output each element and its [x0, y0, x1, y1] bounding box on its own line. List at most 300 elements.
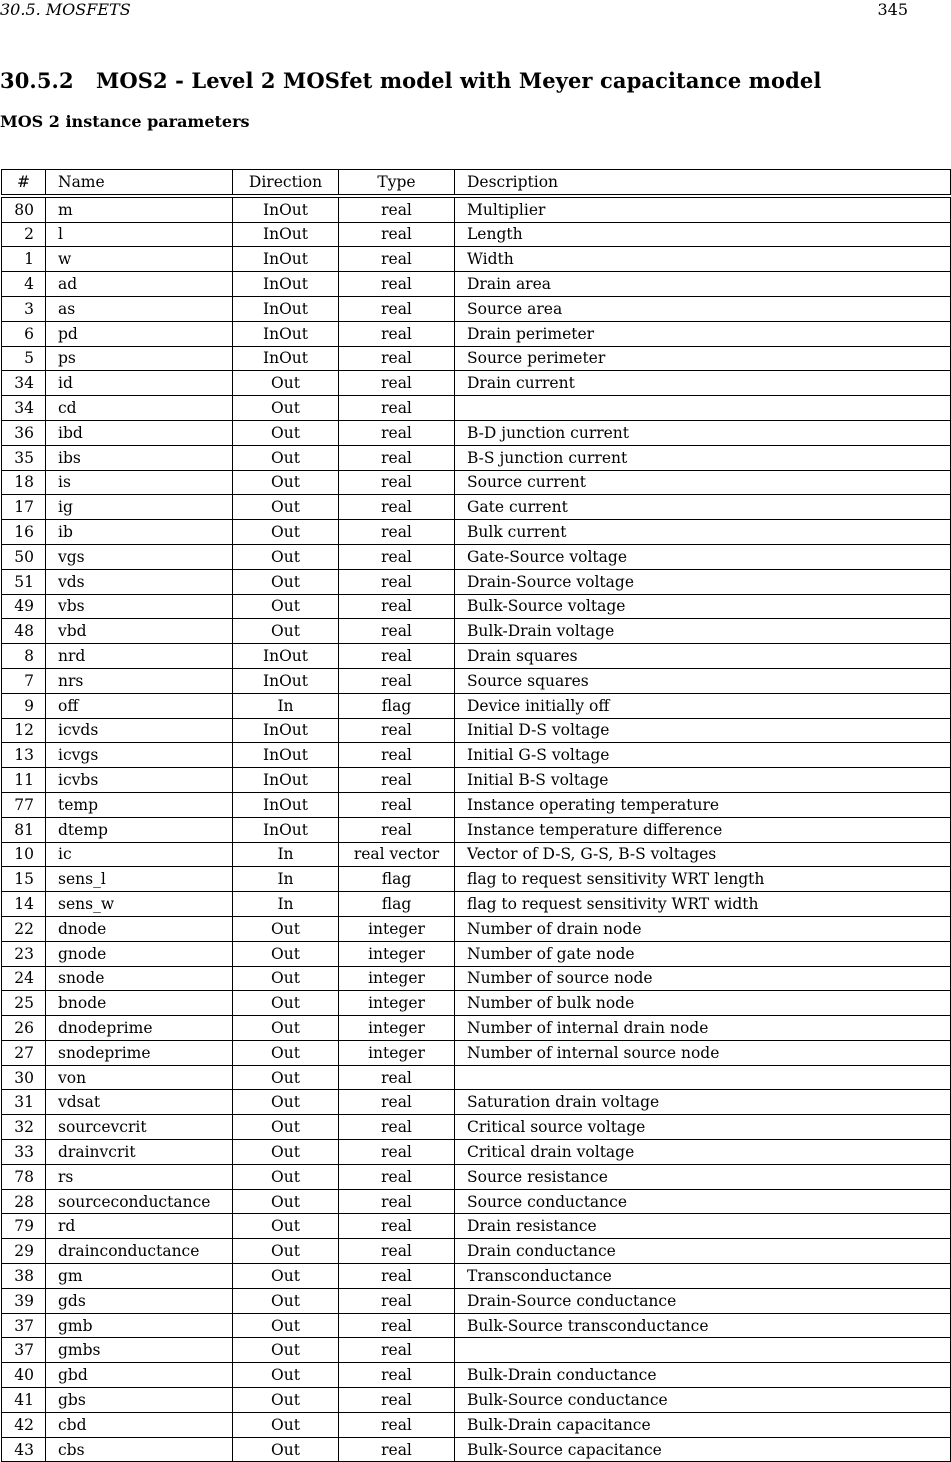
param-description: Instance temperature difference	[455, 817, 951, 842]
param-name: nrs	[46, 668, 233, 693]
param-description: Number of internal drain node	[455, 1016, 951, 1041]
param-description	[455, 396, 951, 421]
param-name: vgs	[46, 544, 233, 569]
param-description: Initial G-S voltage	[455, 743, 951, 768]
param-name: sourceconductance	[46, 1189, 233, 1214]
param-description: Instance operating temperature	[455, 792, 951, 817]
param-name: rs	[46, 1164, 233, 1189]
param-name: is	[46, 470, 233, 495]
param-num: 77	[2, 792, 46, 817]
table-header-row	[2, 170, 951, 196]
table-row	[2, 396, 951, 421]
param-direction: Out	[233, 1239, 339, 1264]
param-num: 51	[2, 569, 46, 594]
param-description: Source conductance	[455, 1189, 951, 1214]
param-direction: Out	[233, 1090, 339, 1115]
param-description: Multiplier	[455, 196, 951, 222]
table-row	[2, 792, 951, 817]
param-direction: Out	[233, 1140, 339, 1165]
table-row	[2, 1437, 951, 1462]
param-direction: Out	[233, 1388, 339, 1413]
param-description: Bulk-Source capacitance	[455, 1437, 951, 1462]
param-type: real	[339, 569, 455, 594]
param-type: real	[339, 1388, 455, 1413]
param-direction: InOut	[233, 196, 339, 222]
param-direction: Out	[233, 1264, 339, 1289]
table-row	[2, 1412, 951, 1437]
param-num: 34	[2, 371, 46, 396]
table-row	[2, 768, 951, 793]
param-name: gmbs	[46, 1338, 233, 1363]
param-type: real	[339, 520, 455, 545]
param-num: 50	[2, 544, 46, 569]
param-type: flag	[339, 693, 455, 718]
param-direction: Out	[233, 941, 339, 966]
param-direction: Out	[233, 1288, 339, 1313]
param-direction: InOut	[233, 668, 339, 693]
param-direction: Out	[233, 991, 339, 1016]
param-description: Critical source voltage	[455, 1115, 951, 1140]
param-description: Initial B-S voltage	[455, 768, 951, 793]
table-row	[2, 321, 951, 346]
param-type: real	[339, 1412, 455, 1437]
param-name: ibs	[46, 445, 233, 470]
param-name: vdsat	[46, 1090, 233, 1115]
param-name: nrd	[46, 644, 233, 669]
param-direction: Out	[233, 1338, 339, 1363]
table-row	[2, 966, 951, 991]
param-type: real	[339, 346, 455, 371]
param-description: Drain area	[455, 272, 951, 297]
param-name: gds	[46, 1288, 233, 1313]
param-type: real	[339, 396, 455, 421]
table-row	[2, 1016, 951, 1041]
param-name: drainconductance	[46, 1239, 233, 1264]
param-direction: Out	[233, 1437, 339, 1462]
param-name: snode	[46, 966, 233, 991]
param-name: von	[46, 1065, 233, 1090]
param-direction: In	[233, 892, 339, 917]
param-type: real	[339, 1338, 455, 1363]
table-row	[2, 1338, 951, 1363]
param-direction: Out	[233, 619, 339, 644]
param-type: real	[339, 1115, 455, 1140]
param-description: Drain-Source conductance	[455, 1288, 951, 1313]
table-row	[2, 594, 951, 619]
param-name: sourcevcrit	[46, 1115, 233, 1140]
table-row	[2, 1164, 951, 1189]
table-row	[2, 693, 951, 718]
table-row	[2, 445, 951, 470]
param-num: 24	[2, 966, 46, 991]
table-row	[2, 420, 951, 445]
param-direction: InOut	[233, 817, 339, 842]
param-num: 35	[2, 445, 46, 470]
param-description: Source squares	[455, 668, 951, 693]
param-num: 17	[2, 495, 46, 520]
table-row	[2, 196, 951, 222]
param-direction: Out	[233, 1115, 339, 1140]
param-name: ic	[46, 842, 233, 867]
section-number: 30.5.2	[0, 68, 74, 93]
param-direction: Out	[233, 1040, 339, 1065]
running-header-section: 30.5. MOSFETS	[0, 0, 131, 19]
param-description: Width	[455, 247, 951, 272]
param-direction: Out	[233, 966, 339, 991]
param-type: real	[339, 1189, 455, 1214]
param-description: Number of drain node	[455, 916, 951, 941]
table-row	[2, 1264, 951, 1289]
param-name: icvgs	[46, 743, 233, 768]
table-row	[2, 916, 951, 941]
param-type: real	[339, 296, 455, 321]
table-row	[2, 346, 951, 371]
param-name: ib	[46, 520, 233, 545]
table-body	[2, 196, 951, 1462]
param-direction: Out	[233, 371, 339, 396]
param-num: 8	[2, 644, 46, 669]
param-num: 9	[2, 693, 46, 718]
param-num: 36	[2, 420, 46, 445]
table-row	[2, 1388, 951, 1413]
param-direction: Out	[233, 445, 339, 470]
param-type: real	[339, 1313, 455, 1338]
param-description: Bulk-Drain conductance	[455, 1363, 951, 1388]
param-description: Drain resistance	[455, 1214, 951, 1239]
param-description: Saturation drain voltage	[455, 1090, 951, 1115]
param-type: real	[339, 768, 455, 793]
param-direction: InOut	[233, 743, 339, 768]
param-name: temp	[46, 792, 233, 817]
section-title-text: MOS2 - Level 2 MOSfet model with Meyer capacitance model	[96, 68, 822, 93]
param-type: real	[339, 272, 455, 297]
param-name: off	[46, 693, 233, 718]
param-direction: Out	[233, 916, 339, 941]
param-name: bnode	[46, 991, 233, 1016]
param-name: gbd	[46, 1363, 233, 1388]
table-row	[2, 991, 951, 1016]
param-type: integer	[339, 916, 455, 941]
param-direction: Out	[233, 1313, 339, 1338]
param-num: 48	[2, 619, 46, 644]
param-num: 7	[2, 668, 46, 693]
param-name: snodeprime	[46, 1040, 233, 1065]
table-row	[2, 247, 951, 272]
running-header	[0, 0, 908, 20]
param-direction: Out	[233, 544, 339, 569]
param-direction: Out	[233, 1016, 339, 1041]
param-num: 33	[2, 1140, 46, 1165]
header-direction: Direction	[233, 170, 339, 196]
param-direction: InOut	[233, 346, 339, 371]
param-num: 79	[2, 1214, 46, 1239]
param-name: gbs	[46, 1388, 233, 1413]
param-description: Bulk-Drain capacitance	[455, 1412, 951, 1437]
param-description: Device initially off	[455, 693, 951, 718]
param-direction: In	[233, 693, 339, 718]
param-num: 34	[2, 396, 46, 421]
param-num: 26	[2, 1016, 46, 1041]
param-direction: Out	[233, 420, 339, 445]
param-type: real	[339, 371, 455, 396]
param-name: vds	[46, 569, 233, 594]
table-row	[2, 569, 951, 594]
param-direction: InOut	[233, 272, 339, 297]
param-type: integer	[339, 991, 455, 1016]
param-description: Bulk-Drain voltage	[455, 619, 951, 644]
header-name: Name	[46, 170, 233, 196]
param-num: 3	[2, 296, 46, 321]
param-type: real	[339, 544, 455, 569]
param-type: real	[339, 1437, 455, 1462]
param-direction: Out	[233, 495, 339, 520]
param-type: real	[339, 1288, 455, 1313]
param-type: real	[339, 1264, 455, 1289]
param-description: Length	[455, 222, 951, 247]
table-row	[2, 619, 951, 644]
table-row	[2, 222, 951, 247]
header-num: #	[2, 170, 46, 196]
param-name: gm	[46, 1264, 233, 1289]
param-name: drainvcrit	[46, 1140, 233, 1165]
table-row	[2, 743, 951, 768]
param-description: Vector of D-S, G-S, B-S voltages	[455, 842, 951, 867]
param-num: 4	[2, 272, 46, 297]
param-direction: Out	[233, 594, 339, 619]
table-row	[2, 1090, 951, 1115]
param-name: ig	[46, 495, 233, 520]
param-type: real	[339, 792, 455, 817]
table-row	[2, 1140, 951, 1165]
param-num: 41	[2, 1388, 46, 1413]
table-row	[2, 644, 951, 669]
param-description: Source current	[455, 470, 951, 495]
param-num: 12	[2, 718, 46, 743]
param-description: Drain-Source voltage	[455, 569, 951, 594]
param-type: real vector	[339, 842, 455, 867]
param-type: real	[339, 668, 455, 693]
table-row	[2, 544, 951, 569]
param-direction: In	[233, 867, 339, 892]
param-num: 39	[2, 1288, 46, 1313]
param-description: Transconductance	[455, 1264, 951, 1289]
table-subtitle: MOS 2 instance parameters	[0, 112, 250, 131]
param-type: integer	[339, 1016, 455, 1041]
param-type: real	[339, 1239, 455, 1264]
param-description: Number of bulk node	[455, 991, 951, 1016]
param-description: Source resistance	[455, 1164, 951, 1189]
param-direction: InOut	[233, 296, 339, 321]
param-direction: Out	[233, 1189, 339, 1214]
param-num: 6	[2, 321, 46, 346]
param-num: 30	[2, 1065, 46, 1090]
param-type: flag	[339, 867, 455, 892]
param-num: 49	[2, 594, 46, 619]
table-row	[2, 1363, 951, 1388]
table-row	[2, 1115, 951, 1140]
table-row	[2, 892, 951, 917]
param-type: integer	[339, 1040, 455, 1065]
param-type: flag	[339, 892, 455, 917]
param-num: 81	[2, 817, 46, 842]
param-type: real	[339, 644, 455, 669]
param-direction: InOut	[233, 222, 339, 247]
param-num: 15	[2, 867, 46, 892]
table-row	[2, 718, 951, 743]
param-direction: In	[233, 842, 339, 867]
param-type: real	[339, 321, 455, 346]
param-name: dnode	[46, 916, 233, 941]
header-type: Type	[339, 170, 455, 196]
param-direction: Out	[233, 396, 339, 421]
table-row	[2, 1040, 951, 1065]
param-num: 31	[2, 1090, 46, 1115]
param-name: ps	[46, 346, 233, 371]
param-type: real	[339, 1164, 455, 1189]
param-description: Bulk-Source conductance	[455, 1388, 951, 1413]
param-direction: Out	[233, 1412, 339, 1437]
param-description: Number of source node	[455, 966, 951, 991]
param-direction: Out	[233, 1214, 339, 1239]
param-type: real	[339, 495, 455, 520]
param-type: real	[339, 1140, 455, 1165]
param-type: real	[339, 470, 455, 495]
param-description: Source perimeter	[455, 346, 951, 371]
param-name: ad	[46, 272, 233, 297]
table-row	[2, 1239, 951, 1264]
param-name: gmb	[46, 1313, 233, 1338]
param-description: Critical drain voltage	[455, 1140, 951, 1165]
param-type: real	[339, 743, 455, 768]
param-description: Source area	[455, 296, 951, 321]
param-name: gnode	[46, 941, 233, 966]
param-type: integer	[339, 966, 455, 991]
table-row	[2, 495, 951, 520]
table-row	[2, 867, 951, 892]
param-num: 1	[2, 247, 46, 272]
param-name: pd	[46, 321, 233, 346]
param-description: Drain conductance	[455, 1239, 951, 1264]
param-direction: InOut	[233, 644, 339, 669]
param-description: Initial D-S voltage	[455, 718, 951, 743]
param-num: 29	[2, 1239, 46, 1264]
param-type: real	[339, 196, 455, 222]
param-type: real	[339, 718, 455, 743]
table-row	[2, 1214, 951, 1239]
param-type: real	[339, 817, 455, 842]
instance-parameters-table	[1, 169, 951, 1462]
param-direction: Out	[233, 470, 339, 495]
param-name: m	[46, 196, 233, 222]
param-description: Bulk current	[455, 520, 951, 545]
param-name: id	[46, 371, 233, 396]
param-name: dnodeprime	[46, 1016, 233, 1041]
section-title	[0, 68, 821, 93]
param-direction: InOut	[233, 247, 339, 272]
param-description: Number of internal source node	[455, 1040, 951, 1065]
table-row	[2, 941, 951, 966]
param-num: 25	[2, 991, 46, 1016]
param-type: real	[339, 1214, 455, 1239]
param-description: Bulk-Source transconductance	[455, 1313, 951, 1338]
param-type: real	[339, 1065, 455, 1090]
param-num: 22	[2, 916, 46, 941]
table-row	[2, 371, 951, 396]
param-description: flag to request sensitivity WRT width	[455, 892, 951, 917]
table-row	[2, 520, 951, 545]
table-row	[2, 272, 951, 297]
param-description: B-D junction current	[455, 420, 951, 445]
param-direction: InOut	[233, 718, 339, 743]
param-num: 10	[2, 842, 46, 867]
page-number: 345	[877, 0, 908, 19]
table-row	[2, 842, 951, 867]
param-name: w	[46, 247, 233, 272]
param-direction: InOut	[233, 792, 339, 817]
param-name: vbs	[46, 594, 233, 619]
table-row	[2, 668, 951, 693]
table-row	[2, 1313, 951, 1338]
param-num: 38	[2, 1264, 46, 1289]
param-direction: Out	[233, 520, 339, 545]
param-direction: Out	[233, 1164, 339, 1189]
param-num: 32	[2, 1115, 46, 1140]
param-direction: Out	[233, 569, 339, 594]
param-name: as	[46, 296, 233, 321]
param-name: icvbs	[46, 768, 233, 793]
param-description: Number of gate node	[455, 941, 951, 966]
param-description: Bulk-Source voltage	[455, 594, 951, 619]
param-name: cbd	[46, 1412, 233, 1437]
table-row	[2, 1288, 951, 1313]
param-name: sens_l	[46, 867, 233, 892]
param-name: dtemp	[46, 817, 233, 842]
param-num: 28	[2, 1189, 46, 1214]
param-num: 40	[2, 1363, 46, 1388]
param-direction: Out	[233, 1363, 339, 1388]
param-description: B-S junction current	[455, 445, 951, 470]
param-name: l	[46, 222, 233, 247]
param-num: 5	[2, 346, 46, 371]
param-num: 2	[2, 222, 46, 247]
header-description: Description	[455, 170, 951, 196]
param-num: 18	[2, 470, 46, 495]
param-name: rd	[46, 1214, 233, 1239]
param-description	[455, 1065, 951, 1090]
param-type: real	[339, 445, 455, 470]
param-description: Drain current	[455, 371, 951, 396]
param-num: 37	[2, 1313, 46, 1338]
table-row	[2, 296, 951, 321]
param-direction: InOut	[233, 321, 339, 346]
table-row	[2, 470, 951, 495]
param-description: Drain squares	[455, 644, 951, 669]
table-row	[2, 1189, 951, 1214]
param-name: sens_w	[46, 892, 233, 917]
param-num: 11	[2, 768, 46, 793]
param-type: real	[339, 222, 455, 247]
param-name: ibd	[46, 420, 233, 445]
param-type: real	[339, 594, 455, 619]
param-type: real	[339, 1363, 455, 1388]
param-type: real	[339, 247, 455, 272]
param-name: icvds	[46, 718, 233, 743]
param-description: Gate current	[455, 495, 951, 520]
param-type: real	[339, 1090, 455, 1115]
param-type: real	[339, 420, 455, 445]
param-num: 23	[2, 941, 46, 966]
param-description: Drain perimeter	[455, 321, 951, 346]
